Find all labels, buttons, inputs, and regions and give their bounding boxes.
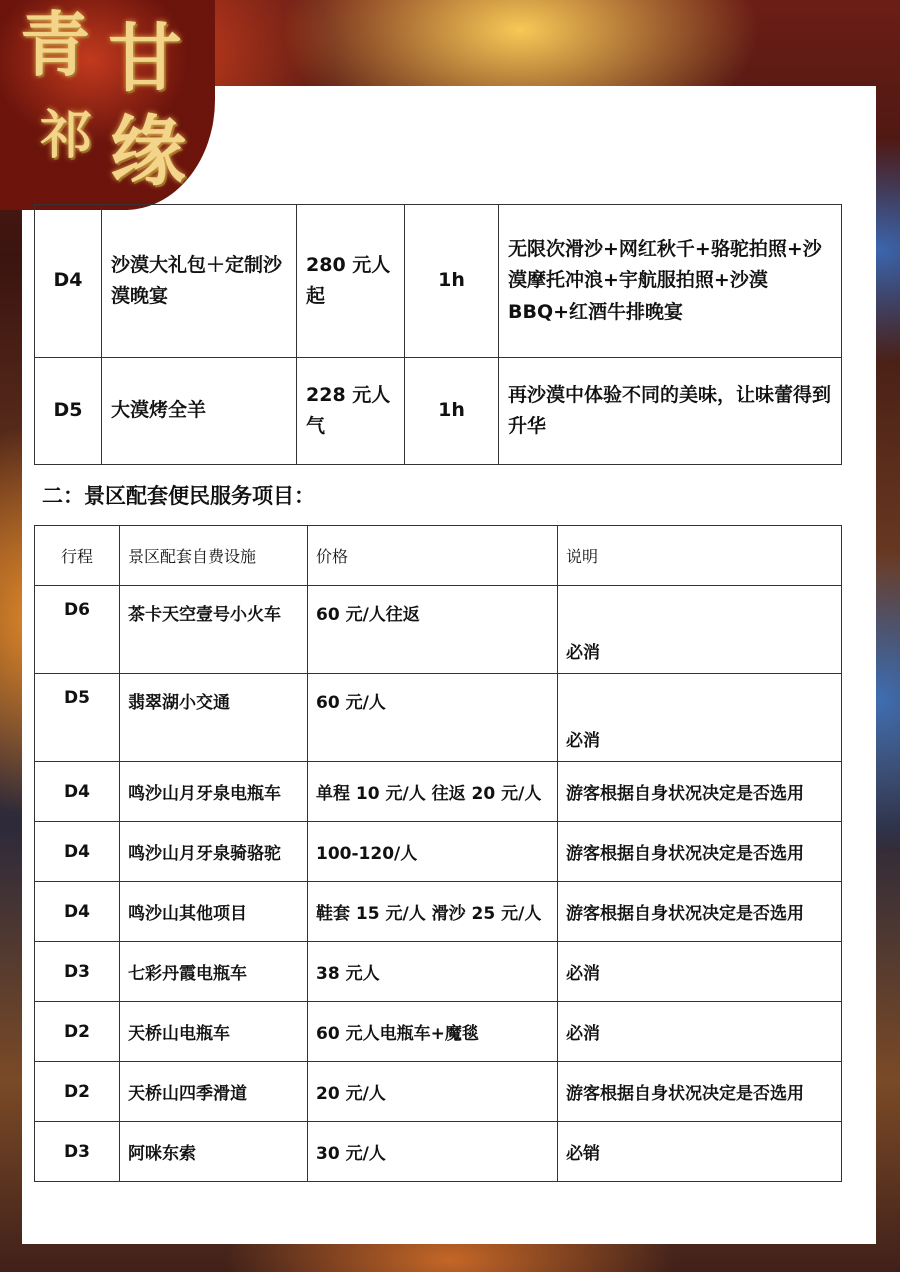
description-cell: 再沙漠中体验不同的美味，让味蕾得到升华 [499, 358, 842, 465]
day-cell: D5 [35, 358, 102, 465]
duration-cell: 1h [405, 358, 499, 465]
facility-cell: 七彩丹霞电瓶车 [120, 942, 308, 1002]
facility-cell: 天桥山电瓶车 [120, 1002, 308, 1062]
brand-logo [18, 2, 208, 202]
facility-cell: 茶卡天空壹号小火车 [120, 586, 308, 674]
facility-cell: 翡翠湖小交通 [120, 674, 308, 762]
table-row [35, 586, 842, 674]
day-cell: D5 [35, 674, 120, 762]
column-header: 行程 [35, 526, 120, 586]
note-cell: 必消 [558, 1002, 842, 1062]
price-cell: 20 元/人 [308, 1062, 558, 1122]
price-cell: 60 元/人 [308, 674, 558, 762]
item-cell: 大漠烤全羊 [102, 358, 297, 465]
facility-cell: 鸣沙山月牙泉电瓶车 [120, 762, 308, 822]
note-cell: 游客根据自身状况决定是否选用 [558, 762, 842, 822]
price-cell: 38 元人 [308, 942, 558, 1002]
price-cell: 单程 10 元/人 往返 20 元/人 [308, 762, 558, 822]
day-cell: D2 [35, 1002, 120, 1062]
price-cell: 60 元/人往返 [308, 586, 558, 674]
table-row [35, 358, 842, 465]
note-cell: 游客根据自身状况决定是否选用 [558, 1062, 842, 1122]
note-cell: 必销 [558, 1122, 842, 1182]
price-cell: 鞋套 15 元/人 滑沙 25 元/人 [308, 882, 558, 942]
table-row [35, 1122, 842, 1182]
note-cell: 必消 [558, 586, 842, 674]
description-cell: 无限次滑沙+网红秋千+骆驼拍照+沙漠摩托冲浪+宇航服拍照+沙漠 BBQ+红酒牛排晚宴 [499, 205, 842, 358]
desert-package-table [34, 204, 842, 465]
column-header: 价格 [308, 526, 558, 586]
price-cell: 228 元人气 [297, 358, 405, 465]
price-cell: 100-120/人 [308, 822, 558, 882]
table-row [35, 1062, 842, 1122]
price-cell: 60 元人电瓶车+魔毯 [308, 1002, 558, 1062]
service-items-table [34, 525, 842, 1182]
day-cell: D4 [35, 762, 120, 822]
day-cell: D2 [35, 1062, 120, 1122]
logo-char: 甘 [108, 16, 182, 102]
facility-cell: 天桥山四季滑道 [120, 1062, 308, 1122]
column-header: 景区配套自费设施 [120, 526, 308, 586]
day-cell: D3 [35, 942, 120, 1002]
note-cell: 游客根据自身状况决定是否选用 [558, 822, 842, 882]
table-row [35, 205, 842, 358]
column-header: 说明 [558, 526, 842, 586]
table-row [35, 1002, 842, 1062]
logo-char: 缘 [110, 107, 186, 196]
table-row [35, 882, 842, 942]
note-cell: 必消 [558, 942, 842, 1002]
day-cell: D3 [35, 1122, 120, 1182]
day-cell: D4 [35, 205, 102, 358]
table-row [35, 822, 842, 882]
day-cell: D6 [35, 586, 120, 674]
logo-char: 祁 [40, 105, 93, 166]
table-row [35, 762, 842, 822]
price-cell: 280 元人起 [297, 205, 405, 358]
table-header-row [35, 526, 842, 586]
facility-cell: 鸣沙山其他项目 [120, 882, 308, 942]
facility-cell: 鸣沙山月牙泉骑骆驼 [120, 822, 308, 882]
note-cell: 必消 [558, 674, 842, 762]
day-cell: D4 [35, 822, 120, 882]
table-row [35, 942, 842, 1002]
logo-char: 青 [20, 3, 90, 86]
note-cell: 游客根据自身状况决定是否选用 [558, 882, 842, 942]
day-cell: D4 [35, 882, 120, 942]
item-cell: 沙漠大礼包＋定制沙漠晚宴 [102, 205, 297, 358]
duration-cell: 1h [405, 205, 499, 358]
facility-cell: 阿咪东索 [120, 1122, 308, 1182]
table-row [35, 674, 842, 762]
section-title: 二：景区配套便民服务项目： [42, 484, 315, 508]
price-cell: 30 元/人 [308, 1122, 558, 1182]
